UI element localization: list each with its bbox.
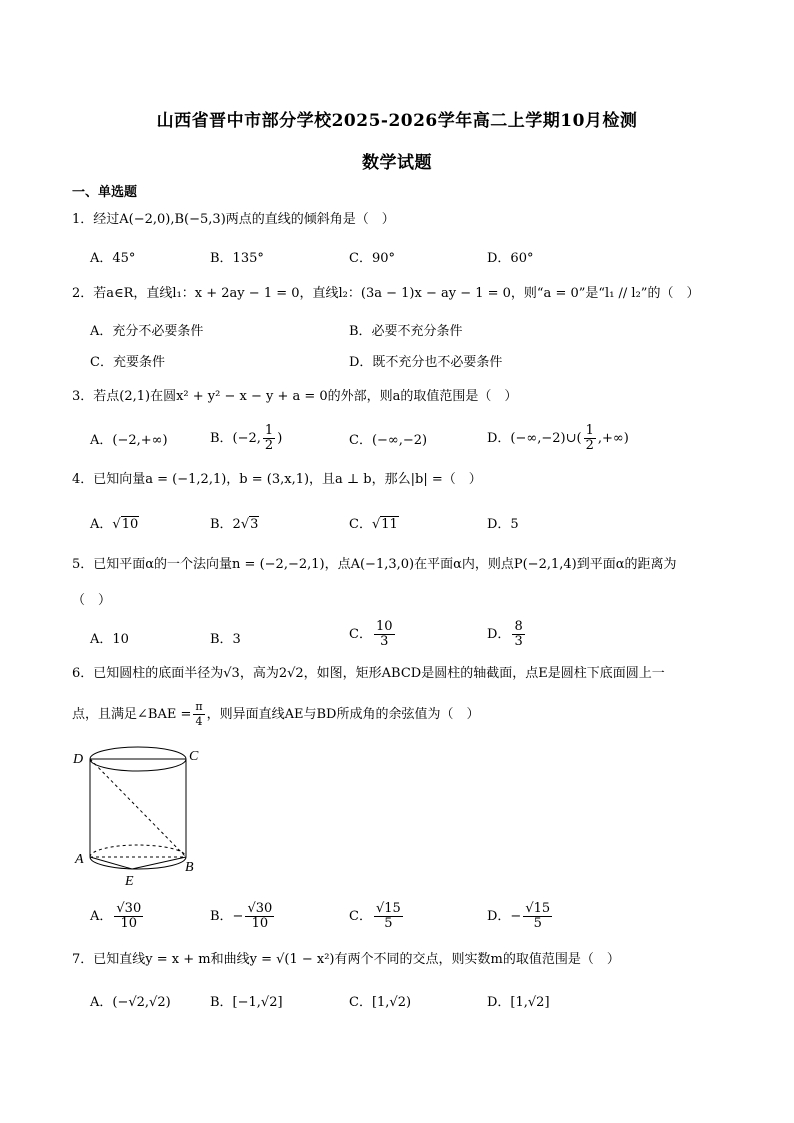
fraction-pi-four bbox=[193, 700, 204, 729]
fraction-denominator: 2 bbox=[264, 438, 274, 453]
q5-option-c-label: C． bbox=[349, 627, 372, 642]
q4-option-b-label: B．2 bbox=[210, 517, 241, 532]
fraction-denominator: 10 bbox=[120, 916, 138, 931]
q7-option-c: C．[1,√2) bbox=[349, 995, 412, 1010]
q1-option-c: C．90° bbox=[349, 251, 395, 266]
question-4-stem: 4．已知向量a = (−1,2,1)，b = (3,x,1)，且a ⊥ b，那么|b| =（ ） bbox=[72, 472, 482, 487]
fraction-half bbox=[584, 424, 596, 453]
q3-option-d-prefix: D．(−∞,−2)∪( bbox=[487, 431, 582, 446]
q7-option-b: B．[−1,√2] bbox=[210, 995, 283, 1010]
fraction-denominator: 4 bbox=[195, 715, 203, 728]
fraction-numerator: 1 bbox=[585, 423, 594, 438]
q5-option-d bbox=[487, 620, 527, 649]
question-6-stem-line1: 6．已知圆柱的底面半径为√3，高为2√2，如图，矩形ABCD是圆柱的轴截面，点E是圆柱下底面圆上一 bbox=[72, 666, 665, 681]
q6-option-d bbox=[487, 902, 554, 931]
q7-option-a: A．(−√2,√2) bbox=[90, 995, 171, 1010]
q6-option-c-label: C． bbox=[349, 909, 372, 924]
diagonal-bd bbox=[90, 759, 186, 857]
cylinder-figure bbox=[70, 740, 210, 890]
fraction-numerator: √15 bbox=[525, 901, 551, 916]
label-d: D bbox=[73, 752, 84, 767]
fraction-sqrt15-5 bbox=[374, 902, 403, 931]
question-5-stem-line2: （ ） bbox=[72, 593, 112, 608]
q2-option-b: B．必要不充分条件 bbox=[349, 324, 463, 339]
q6-option-c bbox=[349, 902, 405, 931]
q4-option-a bbox=[90, 513, 139, 532]
fraction-sqrt15-5 bbox=[523, 902, 552, 931]
fraction-numerator: √30 bbox=[116, 901, 142, 916]
q3-option-a: A．(−2,+∞) bbox=[90, 433, 168, 448]
q1-option-d: D．60° bbox=[487, 251, 534, 266]
q6-option-d-label: D．− bbox=[487, 909, 522, 924]
q1-option-b: B．135° bbox=[210, 251, 264, 266]
q5-option-c bbox=[349, 620, 397, 649]
q3-option-d bbox=[487, 424, 629, 453]
question-5-stem-line1: 5．已知平面α的一个法向量n = (−2,−2,1)，点A(−1,3,0)在平面α内，则点P(−2,1,4)到平面α的距离为 bbox=[72, 557, 677, 572]
q6-option-b-label: B．− bbox=[210, 909, 244, 924]
sqrt-icon: √ bbox=[240, 517, 250, 532]
radicand: 11 bbox=[381, 517, 398, 532]
section-heading: 一、单选题 bbox=[72, 185, 138, 200]
q3-option-d-suffix: ,+∞) bbox=[597, 431, 629, 446]
label-b: B bbox=[185, 860, 194, 875]
question-6-stem-line2-head: 点，且满足∠BAE = bbox=[72, 707, 192, 722]
q5-option-b: B．3 bbox=[210, 632, 241, 647]
q6-option-a bbox=[90, 902, 145, 931]
fraction-half bbox=[263, 424, 275, 453]
question-2-stem: 2．若a∈R，直线l₁：x + 2ay − 1 = 0，直线l₂：(3a − 1)x − ay − 1 = 0，则“a = 0”是“l₁ // l₂”的（ ） bbox=[72, 286, 700, 301]
question-6-stem-line2-tail: ，则异面直线AE与BD所成角的余弦值为（ ） bbox=[206, 707, 480, 722]
sqrt-icon: √ bbox=[371, 517, 381, 532]
q4-option-b bbox=[210, 513, 259, 532]
q1-option-a: A．45° bbox=[90, 251, 136, 266]
fraction-denominator: 2 bbox=[585, 438, 594, 453]
question-1-stem: 1．经过A(−2,0),B(−5,3)两点的直线的倾斜角是（ ） bbox=[72, 212, 395, 227]
q2-option-d: D．既不充分也不必要条件 bbox=[349, 355, 503, 370]
q4-option-c-label: C． bbox=[349, 517, 372, 532]
fraction-denominator: 3 bbox=[380, 634, 389, 649]
fraction-numerator: π bbox=[195, 700, 203, 713]
q6-option-a-label: A． bbox=[90, 909, 113, 924]
q3-option-b-prefix: B．(−2, bbox=[210, 431, 261, 446]
q3-option-b bbox=[210, 424, 282, 453]
fraction-numerator: 1 bbox=[264, 423, 274, 438]
q3-option-b-suffix: ) bbox=[277, 431, 283, 446]
fraction-eight-thirds bbox=[512, 620, 524, 649]
page-title: 山西省晋中市部分学校2025-2026学年高二上学期10月检测 bbox=[156, 111, 638, 131]
fraction-sqrt30-10 bbox=[245, 902, 274, 931]
fraction-ten-thirds bbox=[374, 620, 395, 649]
question-7-stem: 7．已知直线y = x + m和曲线y = √(1 − x²)有两个不同的交点，则实数m的取值范围是（ ） bbox=[72, 952, 620, 967]
fraction-numerator: 8 bbox=[514, 619, 523, 634]
q2-option-a: A．充分不必要条件 bbox=[90, 324, 204, 339]
fraction-numerator: 10 bbox=[375, 619, 393, 634]
q5-option-a: A．10 bbox=[90, 632, 129, 647]
page-subtitle: 数学试题 bbox=[362, 153, 432, 173]
radicand: 3 bbox=[250, 517, 259, 532]
fraction-numerator: √30 bbox=[247, 901, 273, 916]
label-c: C bbox=[189, 749, 199, 764]
label-e: E bbox=[125, 874, 134, 889]
segment-eb bbox=[132, 857, 186, 869]
fraction-denominator: 5 bbox=[384, 916, 393, 931]
fraction-denominator: 3 bbox=[514, 634, 523, 649]
q7-option-d: D．[1,√2] bbox=[487, 995, 550, 1010]
fraction-denominator: 10 bbox=[251, 916, 269, 931]
q5-option-d-label: D． bbox=[487, 627, 511, 642]
question-3-stem: 3．若点(2,1)在圆x² + y² − x − y + a = 0的外部，则a的取值范围是（ ） bbox=[72, 389, 518, 404]
q2-option-c: C．充要条件 bbox=[90, 355, 165, 370]
fraction-numerator: √15 bbox=[375, 901, 401, 916]
fraction-denominator: 5 bbox=[533, 916, 542, 931]
label-a: A bbox=[75, 852, 84, 867]
q3-option-c: C．(−∞,−2) bbox=[349, 433, 428, 448]
radicand: 10 bbox=[121, 517, 139, 532]
q4-option-a-label: A． bbox=[90, 517, 113, 532]
sqrt-icon: √ bbox=[112, 517, 121, 532]
q4-option-d: D．5 bbox=[487, 517, 519, 532]
q4-option-c bbox=[349, 513, 399, 532]
q6-option-b bbox=[210, 902, 276, 931]
fraction-sqrt30-10 bbox=[114, 902, 143, 931]
question-6-stem-line2 bbox=[72, 700, 722, 729]
bottom-ellipse-back bbox=[90, 845, 186, 857]
